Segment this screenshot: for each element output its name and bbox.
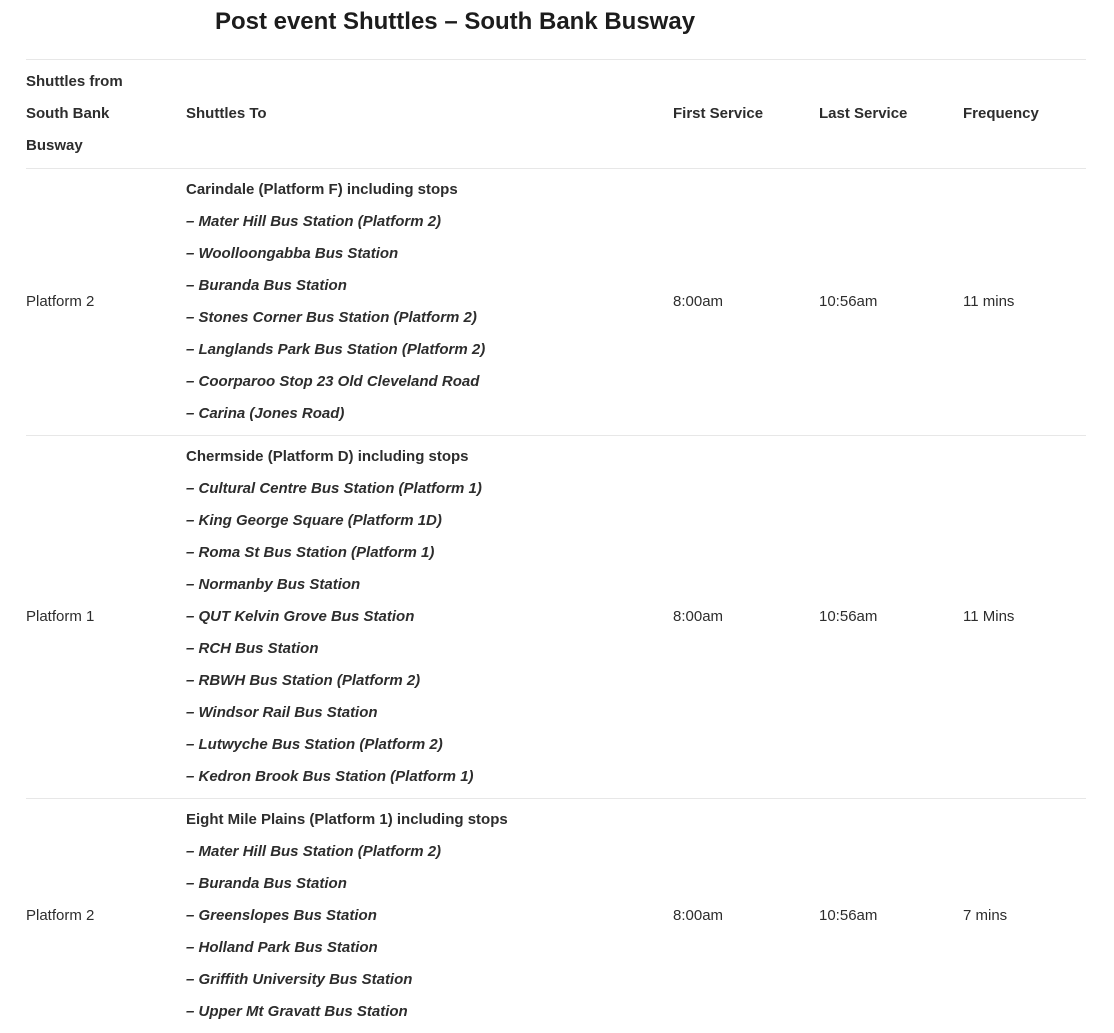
frequency-value: 11 mins (963, 293, 1015, 310)
stop-item: – RBWH Bus Station (Platform 2) (186, 672, 421, 689)
stop-item: – Griffith University Bus Station (186, 971, 413, 988)
table-row (26, 799, 1086, 1033)
stop-item: – QUT Kelvin Grove Bus Station (186, 608, 415, 625)
stop-item: – Holland Park Bus Station (186, 939, 378, 956)
column-header-frequency: Frequency (963, 105, 1039, 122)
shuttle-from-platform: Platform 2 (26, 293, 95, 310)
column-header-shuttles-from-label: Shuttles from South Bank Busway (26, 73, 123, 154)
shuttle-from-platform: Platform 2 (26, 907, 95, 924)
stop-item: – Normanby Bus Station (186, 576, 361, 593)
stop-item: – King George Square (Platform 1D) (186, 512, 442, 529)
column-header-shuttles-to: Shuttles To (186, 105, 267, 122)
column-header-shuttles-from (26, 60, 186, 169)
last-service-time: 10:56am (819, 608, 878, 625)
last-service-time: 10:56am (819, 293, 878, 310)
stop-item: – Carina (Jones Road) (186, 405, 345, 422)
stop-item: – Buranda Bus Station (186, 875, 347, 892)
stop-item: – RCH Bus Station (186, 640, 319, 657)
stop-item: – Windsor Rail Bus Station (186, 704, 378, 721)
stop-item: – Mater Hill Bus Station (Platform 2) (186, 213, 442, 230)
page-title: Post event Shuttles – South Bank Busway (214, 8, 696, 35)
stop-item: – Coorparoo Stop 23 Old Cleveland Road (186, 373, 480, 390)
shuttle-table (26, 59, 1086, 1033)
column-header-first-service: First Service (673, 105, 764, 122)
stop-item: – Mater Hill Bus Station (Platform 2) (186, 843, 442, 860)
stop-item: – Greenslopes Bus Station (186, 907, 377, 924)
destination-heading: Chermside (Platform D) including stops (186, 448, 469, 465)
stop-item: – Kedron Brook Bus Station (Platform 1) (186, 768, 474, 785)
shuttle-destination (186, 799, 673, 1033)
stop-item: – Woolloongabba Bus Station (186, 245, 399, 262)
shuttle-from-platform: Platform 1 (26, 608, 95, 625)
frequency-value: 11 Mins (963, 608, 1015, 625)
table-header-row (26, 60, 1086, 169)
stop-item: – Upper Mt Gravatt Bus Station (186, 1003, 408, 1020)
last-service-time: 10:56am (819, 907, 878, 924)
stop-item: – Roma St Bus Station (Platform 1) (186, 544, 435, 561)
destination-heading: Carindale (Platform F) including stops (186, 181, 458, 198)
stop-item: – Stones Corner Bus Station (Platform 2) (186, 309, 477, 326)
table-row (26, 436, 1086, 799)
first-service-time: 8:00am (673, 907, 724, 924)
table-row (26, 169, 1086, 436)
stop-item: – Langlands Park Bus Station (Platform 2) (186, 341, 486, 358)
shuttle-destination (186, 436, 673, 799)
stop-item: – Cultural Centre Bus Station (Platform 1) (186, 480, 482, 497)
shuttle-destination (186, 169, 673, 436)
destination-heading: Eight Mile Plains (Platform 1) including stops (186, 811, 508, 828)
first-service-time: 8:00am (673, 608, 724, 625)
stop-item: – Buranda Bus Station (186, 277, 347, 294)
stop-item: – Lutwyche Bus Station (Platform 2) (186, 736, 443, 753)
first-service-time: 8:00am (673, 293, 724, 310)
column-header-last-service: Last Service (819, 105, 908, 122)
frequency-value: 7 mins (963, 907, 1008, 924)
